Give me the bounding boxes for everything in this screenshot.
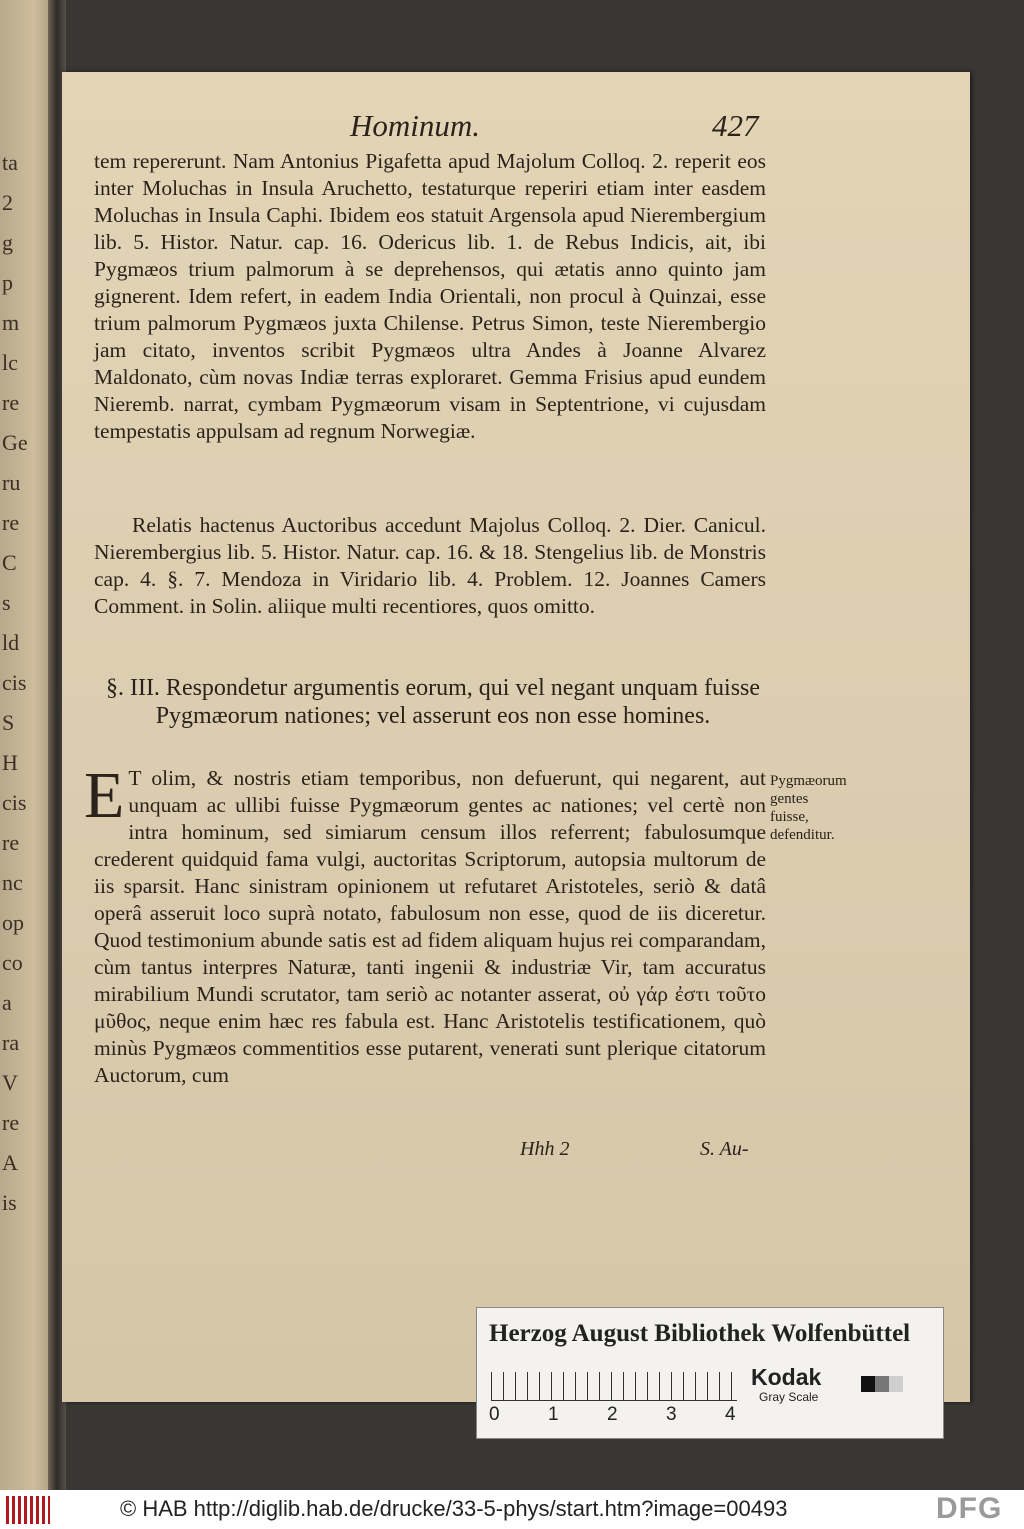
previous-page-fragment: re <box>2 390 20 415</box>
paragraph-1: tem repererunt. Nam Antonius Pigafetta apud Majolum Colloq. 2. reperit eos inter Moluchas in Insula Aruchetto, testaturque reperiri etiam inter easdem Moluchas in Insula Caphi. Ibidem eos statuit Argensola apud Nierembergium lib. 5. Histor. Natur. cap. 16. Odericus lib. 1. de Rebus Indicis, ait, ibi Pygmæos trium palmorum à se deprehensos, qui ætatis anno quinto jam gignerent. Idem refert, in eadem India Orientali, non procul à Quinzai, esse trium palmorum Pygmæos juxta Chilense. Petrus Simon, teste Nierembergio jam citato, inventos scribit Pygmæos ultra Andes à Joanne Alvarez Maldonato, cùm novas Indiæ terras exploraret. Gemma Frisius apud eundem Nieremb. narrat, cymbam Pygmæorum visam in Septentrione, vi cujusdam tempestatis appulsam ad regnum Norwegiæ. <box>94 149 766 443</box>
library-name: Herzog August Bibliothek Wolfenbüttel <box>489 1320 911 1347</box>
library-label <box>476 1307 944 1439</box>
ruler-number: 3 <box>666 1404 677 1425</box>
paragraph-3 <box>84 759 766 1089</box>
gray-swatch <box>875 1376 889 1392</box>
previous-page-fragment: S <box>2 710 15 735</box>
catchword: S. Au- <box>700 1138 749 1160</box>
previous-page-fragment: nc <box>2 870 23 895</box>
ruler-number: 1 <box>548 1404 559 1425</box>
footer-bar <box>0 1490 1024 1529</box>
signature-mark: Hhh 2 <box>520 1138 570 1160</box>
ruler-number: 0 <box>489 1404 500 1425</box>
previous-page-fragment: cis <box>2 670 27 695</box>
previous-page-fragment: ld <box>2 630 20 655</box>
previous-page-fragment: m <box>2 310 20 335</box>
previous-page-fragment: re <box>2 510 20 535</box>
previous-page-fragment: op <box>2 910 24 935</box>
page-number: 427 <box>712 108 759 143</box>
section-heading: §. III. Respondetur argumentis eorum, qui vel negant unquam fuisse Pygmæorum nationes; vel asserunt eos non esse homines. <box>105 675 761 729</box>
previous-page-fragment: re <box>2 830 20 855</box>
ruler-scale <box>491 1372 737 1401</box>
gray-scale-label: Gray Scale <box>759 1390 819 1404</box>
drop-capital: E <box>84 759 125 832</box>
previous-page-fragment: Ge <box>2 430 28 455</box>
previous-page-fragment: V <box>2 1070 18 1095</box>
previous-page-fragment: H <box>2 750 18 775</box>
previous-page-fragment: cis <box>2 790 27 815</box>
previous-page-fragment: g <box>2 230 13 255</box>
paragraph-2: Relatis hactenus Auctoribus accedunt Majolus Colloq. 2. Dier. Canicul. Nierembergius lib. 5. Histor. Natur. cap. 16. & 18. Stengelius lib. de Monstris cap. 4. §. 7. Mendoza in Viridario lib. 4. Problem. 12. Joannes Camers Comment. in Solin. aliique multi recentiores, quos omitto. <box>94 513 766 618</box>
paragraph-3-text: T olim, & nostris etiam temporibus, non defuerunt, qui negarent, aut unquam ac ullibi fuisse Pygmæorum gentes ac nationes; vel certè non intra hominum, sed simiarum censum illos referrent; fabulosumque crederent quidquid fama vulgi, auctoritas Scriptorum, autopsia multorum de iis sparsit. Hanc sinistram opinionem ut refutaret Aristoteles, seriò & datâ operâ asseruit loco suprà notato, fabulosum non esse, quod de iis diceretur. Quod testimonium abunde satis est ad fidem aliquam hujus rei comparandam, cùm tantus interpres Naturæ, tanti ingenii & industriæ Vir, tam accuratus mirabilium Mundi scrutator, tam seriò ac notanter asserat, οὐ γάρ ἐστι τοῦτο μῦθος, neque enim hæc res fabula est. Hanc Aristotelis testificationem, quò minùs Pygmæos commentitios esse putarent, venerati sunt plerique citatorum Auctorum, cum <box>94 766 766 1087</box>
previous-page-fragment: ru <box>2 470 21 495</box>
ruler-numbers <box>489 1404 749 1428</box>
marginal-note: Pygmæorum gentes fuisse, defenditur. <box>770 773 847 843</box>
previous-page-fragment: lc <box>2 350 18 375</box>
ruler-number: 2 <box>607 1404 618 1425</box>
previous-page-fragment: co <box>2 950 23 975</box>
previous-page-fragment: 2 <box>2 190 13 215</box>
previous-page-fragment: is <box>2 1190 17 1215</box>
running-head: Hominum. <box>350 108 481 143</box>
hab-logo-icon <box>6 1496 50 1524</box>
previous-page-fragment: re <box>2 1110 20 1135</box>
previous-page-fragment: A <box>2 1150 18 1175</box>
gray-swatch <box>861 1376 875 1392</box>
previous-page-fragment: p <box>2 270 13 295</box>
source-url[interactable]: © HAB http://diglib.hab.de/drucke/33-5-phys/start.htm?image=00493 <box>120 1496 788 1521</box>
previous-page-fragment: a <box>2 990 12 1015</box>
dfg-logo: DFG <box>936 1492 1003 1525</box>
gray-swatch <box>889 1376 903 1392</box>
ruler-number: 4 <box>725 1404 736 1425</box>
previous-page-fragment: C <box>2 550 17 575</box>
previous-page-fragment: s <box>2 590 11 615</box>
kodak-logo: Kodak <box>751 1364 822 1390</box>
previous-page-fragment: ta <box>2 150 18 175</box>
previous-page-fragment: ra <box>2 1030 20 1055</box>
